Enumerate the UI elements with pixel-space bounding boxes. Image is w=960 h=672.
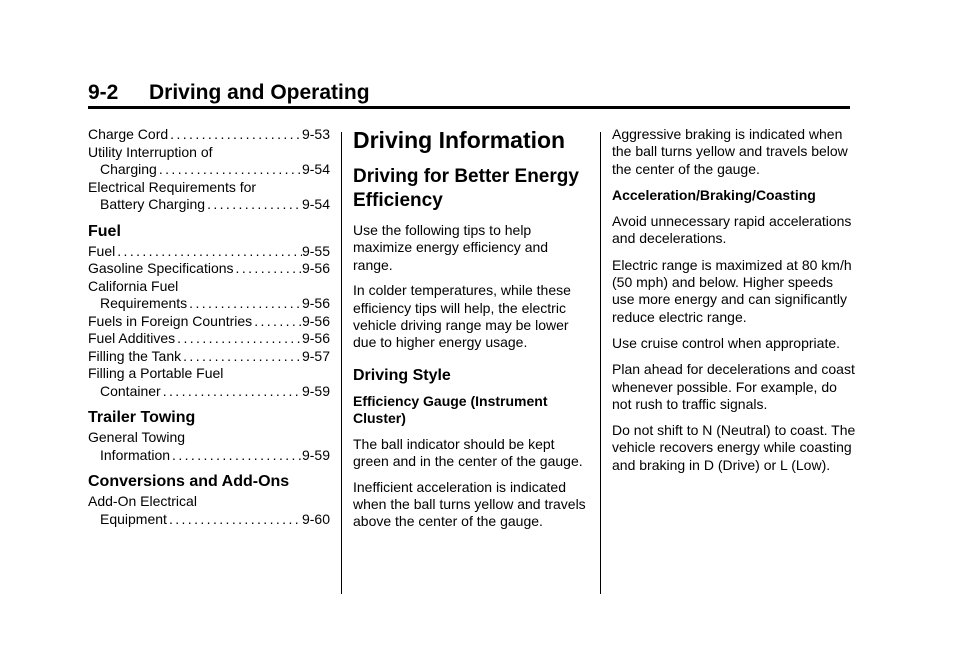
toc-section-heading: Trailer Towing <box>88 409 196 426</box>
toc-page-number: 9-57 <box>301 347 330 364</box>
subsection-title: Driving for Better Energy Efficiency <box>353 166 579 211</box>
toc-entry-label: Charging <box>100 161 157 177</box>
section-title: Driving Information <box>353 127 566 153</box>
toc-line <box>88 313 330 331</box>
toc-entry-label: Equipment <box>100 510 167 527</box>
toc-page-number: 9-59 <box>301 382 330 399</box>
page-header <box>88 78 850 109</box>
toc-entry <box>88 429 330 464</box>
toc-line <box>88 260 330 278</box>
toc-leader-dots <box>161 383 302 401</box>
toc-entry-label: Fuels in Foreign Countries <box>88 312 253 329</box>
toc-line <box>88 196 330 214</box>
gauge-heading: Efficiency Gauge (Instrument Cluster) <box>353 392 548 426</box>
toc-leader-dots <box>157 161 302 179</box>
toc-leader-dots <box>168 126 302 144</box>
toc-line <box>88 243 330 261</box>
toc-entry <box>88 493 330 528</box>
toc-entry <box>88 348 330 366</box>
toc-page-number: 9-54 <box>301 161 330 177</box>
toc-line <box>88 330 330 348</box>
toc-page-number: 9-59 <box>301 446 330 463</box>
chapter-title: Driving and Operating <box>149 81 370 104</box>
toc-entry <box>88 365 330 400</box>
toc-entry-label: Fuel <box>88 242 116 259</box>
column-divider <box>600 132 601 594</box>
toc-entry <box>88 144 330 179</box>
toc-page-number: 9-60 <box>301 510 330 527</box>
toc-leader-dots <box>252 313 302 331</box>
paragraph: Do not shift to N (Neutral) to coast. The vehicle recovers energy while coasting and braking in D (Drive) or L (Low). <box>612 422 856 473</box>
toc-page-number: 9-55 <box>301 242 330 259</box>
toc-section-heading: Conversions and Add-Ons <box>88 473 290 490</box>
toc-sections <box>88 222 330 529</box>
toc-entry-label: Container <box>100 382 161 399</box>
toc-entry <box>88 179 330 214</box>
toc-leader-dots <box>115 243 302 261</box>
paragraph: Plan ahead for decelerations and coast whenever possible. For example, do not rush to traffic signals. <box>612 361 855 412</box>
toc-entry <box>88 313 330 331</box>
toc-entry <box>88 126 330 144</box>
toc-entry-label: Charge Cord <box>88 126 169 142</box>
toc-line <box>88 126 330 144</box>
toc-entry <box>88 243 330 261</box>
toc-page-number: 9-56 <box>301 312 330 329</box>
driving-style-heading: Driving Style <box>353 366 451 384</box>
right-column <box>612 126 857 483</box>
toc-leader-dots <box>205 196 302 214</box>
toc-leader-dots <box>175 330 302 348</box>
toc-leader-dots <box>234 260 302 278</box>
paragraph: Avoid unnecessary rapid accelerations and decelerations. <box>612 213 852 247</box>
paragraph: Use the following tips to help maximize energy efficiency and range. <box>353 222 549 273</box>
toc-entry-head: Utility Interruption of <box>88 143 213 160</box>
toc-entry-label: Battery Charging <box>100 196 206 212</box>
toc-page-number: 9-56 <box>301 260 330 276</box>
toc-line <box>88 511 330 529</box>
paragraph: Aggressive braking is indicated when the ball turns yellow and travels below the center of the gauge. <box>612 126 848 177</box>
toc-entry <box>88 278 330 313</box>
toc-leader-dots <box>167 511 302 529</box>
toc-line <box>88 383 330 401</box>
toc-leader-dots <box>187 295 302 313</box>
toc-lead-entries <box>88 126 330 214</box>
toc-entry-head: Add-On Electrical <box>88 493 197 509</box>
main-column <box>353 127 586 539</box>
toc-page-number: 9-56 <box>301 295 330 311</box>
paragraph: The ball indicator should be kept green and in the center of the gauge. <box>353 435 583 469</box>
toc-leader-dots <box>181 348 302 366</box>
toc-leader-dots <box>170 447 302 465</box>
toc-entry-head: California Fuel <box>88 277 179 294</box>
toc-entry-label: Requirements <box>100 295 188 311</box>
column-divider <box>341 132 342 594</box>
paragraph: Inefficient acceleration is indicated when the ball turns yellow and travels above the center of the gauge. <box>353 478 586 530</box>
toc-entry-head: Filling a Portable Fuel <box>88 365 224 381</box>
toc-section-heading: Fuel <box>88 222 121 240</box>
paragraph: Use cruise control when appropriate. <box>612 334 841 351</box>
toc-line <box>88 295 330 313</box>
toc-entry-label: Information <box>100 446 171 463</box>
toc-line <box>88 161 330 179</box>
toc-entry <box>88 330 330 348</box>
toc-entry-label: Filling the Tank <box>88 347 182 364</box>
toc-page-number: 9-54 <box>301 196 330 212</box>
toc-entry <box>88 260 330 278</box>
acceleration-heading: Acceleration/Braking/Coasting <box>612 186 816 203</box>
toc-line <box>88 348 330 366</box>
toc-entry-head: General Towing <box>88 429 186 445</box>
paragraph: Electric range is maximized at 80 km/h (50 mph) and below. Higher speeds use more energy and can significantly reduce electric range. <box>612 256 852 325</box>
toc-page-number: 9-56 <box>301 330 330 346</box>
toc-page-number: 9-53 <box>301 126 330 142</box>
paragraph: In colder temperatures, while these efficiency tips will help, the electric vehicle driving range may be lower due to higher energy usage. <box>353 282 571 351</box>
page-number: 9-2 <box>88 81 119 104</box>
toc-entry-head: Electrical Requirements for <box>88 178 257 195</box>
toc-entry-label: Gasoline Specifications <box>88 260 234 276</box>
toc-column <box>88 126 330 528</box>
toc-line <box>88 447 330 465</box>
toc-entry-label: Fuel Additives <box>88 330 176 346</box>
